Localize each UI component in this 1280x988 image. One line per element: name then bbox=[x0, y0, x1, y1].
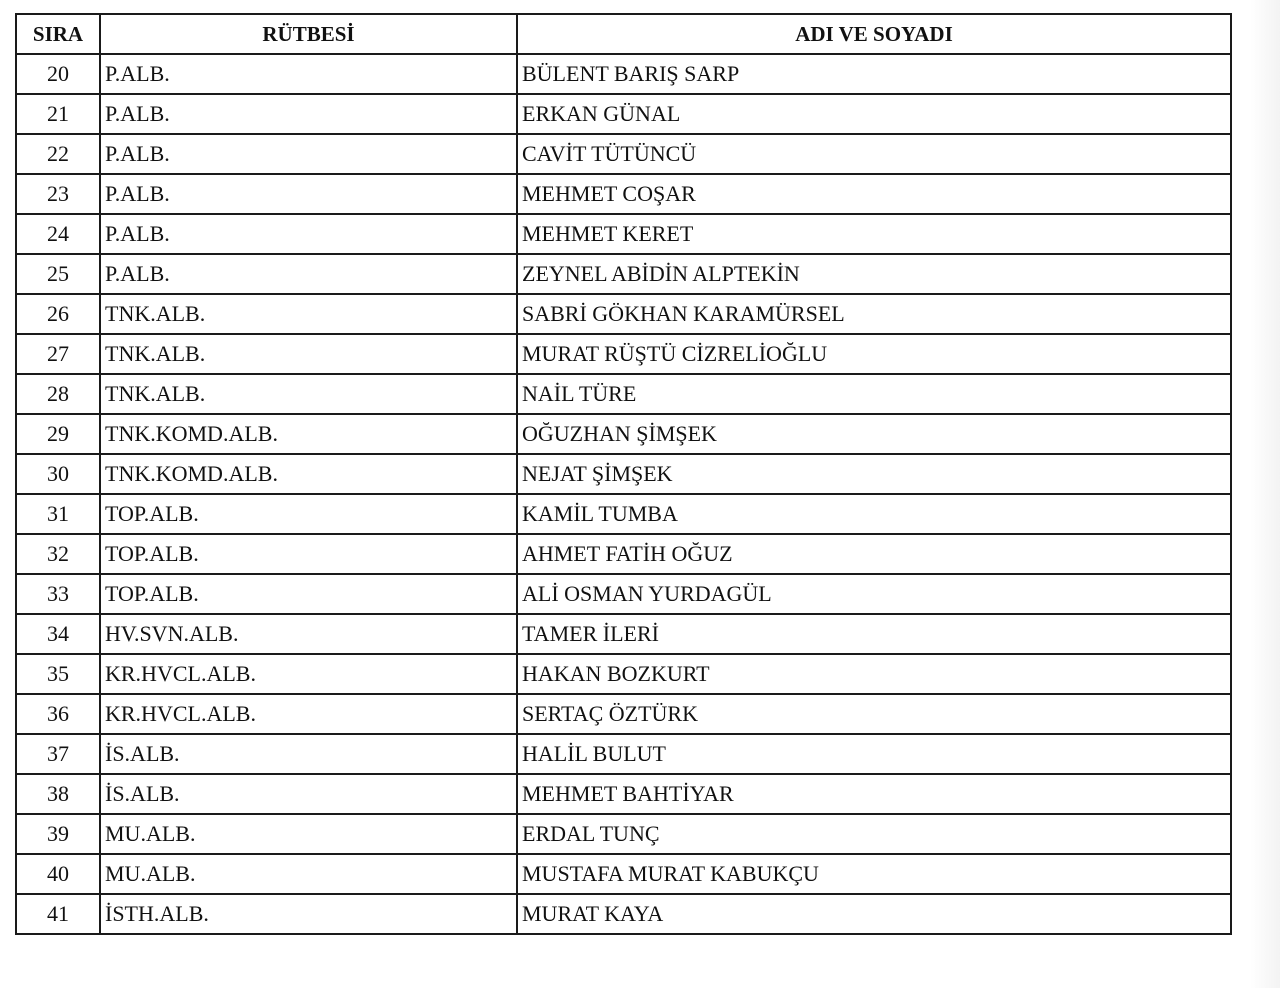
cell-sira: 28 bbox=[16, 374, 100, 414]
cell-sira: 20 bbox=[16, 54, 100, 94]
cell-rutbe: İS.ALB. bbox=[100, 774, 517, 814]
cell-rutbe: İSTH.ALB. bbox=[100, 894, 517, 934]
cell-rutbe: MU.ALB. bbox=[100, 814, 517, 854]
page-edge-shadow bbox=[1250, 0, 1280, 988]
cell-sira: 32 bbox=[16, 534, 100, 574]
table-row bbox=[16, 614, 1231, 654]
cell-ad-soyad: NAİL TÜRE bbox=[517, 374, 1231, 414]
table-row bbox=[16, 454, 1231, 494]
cell-ad-soyad: MURAT RÜŞTÜ CİZRELİOĞLU bbox=[517, 334, 1231, 374]
cell-rutbe: TOP.ALB. bbox=[100, 494, 517, 534]
cell-sira: 25 bbox=[16, 254, 100, 294]
cell-sira: 23 bbox=[16, 174, 100, 214]
cell-ad-soyad: MUSTAFA MURAT KABUKÇU bbox=[517, 854, 1231, 894]
cell-ad-soyad: BÜLENT BARIŞ SARP bbox=[517, 54, 1231, 94]
cell-ad-soyad: OĞUZHAN ŞİMŞEK bbox=[517, 414, 1231, 454]
cell-ad-soyad: MURAT KAYA bbox=[517, 894, 1231, 934]
cell-sira: 35 bbox=[16, 654, 100, 694]
roster-table bbox=[15, 13, 1232, 935]
cell-rutbe: P.ALB. bbox=[100, 174, 517, 214]
cell-rutbe: TNK.ALB. bbox=[100, 334, 517, 374]
cell-rutbe: TOP.ALB. bbox=[100, 574, 517, 614]
cell-ad-soyad: KAMİL TUMBA bbox=[517, 494, 1231, 534]
cell-rutbe: TNK.ALB. bbox=[100, 374, 517, 414]
cell-rutbe: İS.ALB. bbox=[100, 734, 517, 774]
cell-sira: 40 bbox=[16, 854, 100, 894]
cell-ad-soyad: NEJAT ŞİMŞEK bbox=[517, 454, 1231, 494]
table-row bbox=[16, 654, 1231, 694]
cell-rutbe: P.ALB. bbox=[100, 134, 517, 174]
cell-rutbe: TNK.KOMD.ALB. bbox=[100, 414, 517, 454]
cell-sira: 33 bbox=[16, 574, 100, 614]
cell-rutbe: P.ALB. bbox=[100, 254, 517, 294]
cell-sira: 21 bbox=[16, 94, 100, 134]
cell-sira: 38 bbox=[16, 774, 100, 814]
cell-ad-soyad: SABRİ GÖKHAN KARAMÜRSEL bbox=[517, 294, 1231, 334]
table-row bbox=[16, 294, 1231, 334]
document-page bbox=[15, 13, 1230, 935]
header-row bbox=[16, 14, 1231, 54]
table-row bbox=[16, 94, 1231, 134]
table-row bbox=[16, 254, 1231, 294]
table-row bbox=[16, 814, 1231, 854]
table-row bbox=[16, 134, 1231, 174]
cell-rutbe: TNK.KOMD.ALB. bbox=[100, 454, 517, 494]
cell-sira: 30 bbox=[16, 454, 100, 494]
cell-sira: 31 bbox=[16, 494, 100, 534]
cell-ad-soyad: CAVİT TÜTÜNCÜ bbox=[517, 134, 1231, 174]
cell-rutbe: TNK.ALB. bbox=[100, 294, 517, 334]
cell-sira: 22 bbox=[16, 134, 100, 174]
table-row bbox=[16, 574, 1231, 614]
header-sira: SIRA bbox=[16, 14, 100, 54]
cell-rutbe: TOP.ALB. bbox=[100, 534, 517, 574]
table-row bbox=[16, 774, 1231, 814]
cell-ad-soyad: ZEYNEL ABİDİN ALPTEKİN bbox=[517, 254, 1231, 294]
cell-sira: 41 bbox=[16, 894, 100, 934]
cell-ad-soyad: ERKAN GÜNAL bbox=[517, 94, 1231, 134]
cell-sira: 27 bbox=[16, 334, 100, 374]
table-row bbox=[16, 174, 1231, 214]
cell-sira: 24 bbox=[16, 214, 100, 254]
table-row bbox=[16, 534, 1231, 574]
cell-ad-soyad: HAKAN BOZKURT bbox=[517, 654, 1231, 694]
cell-ad-soyad: HALİL BULUT bbox=[517, 734, 1231, 774]
cell-rutbe: P.ALB. bbox=[100, 54, 517, 94]
table-row bbox=[16, 334, 1231, 374]
table-row bbox=[16, 734, 1231, 774]
table-row bbox=[16, 214, 1231, 254]
cell-ad-soyad: MEHMET COŞAR bbox=[517, 174, 1231, 214]
cell-sira: 29 bbox=[16, 414, 100, 454]
cell-sira: 37 bbox=[16, 734, 100, 774]
table-row bbox=[16, 494, 1231, 534]
cell-rutbe: P.ALB. bbox=[100, 214, 517, 254]
cell-ad-soyad: MEHMET KERET bbox=[517, 214, 1231, 254]
cell-ad-soyad: ERDAL TUNÇ bbox=[517, 814, 1231, 854]
cell-rutbe: MU.ALB. bbox=[100, 854, 517, 894]
cell-rutbe: KR.HVCL.ALB. bbox=[100, 694, 517, 734]
table-row bbox=[16, 374, 1231, 414]
cell-ad-soyad: AHMET FATİH OĞUZ bbox=[517, 534, 1231, 574]
header-rutbe: RÜTBESİ bbox=[100, 14, 517, 54]
cell-sira: 39 bbox=[16, 814, 100, 854]
table-row bbox=[16, 694, 1231, 734]
roster-body bbox=[16, 54, 1231, 934]
cell-rutbe: P.ALB. bbox=[100, 94, 517, 134]
cell-ad-soyad: TAMER İLERİ bbox=[517, 614, 1231, 654]
cell-rutbe: KR.HVCL.ALB. bbox=[100, 654, 517, 694]
cell-ad-soyad: SERTAÇ ÖZTÜRK bbox=[517, 694, 1231, 734]
cell-ad-soyad: MEHMET BAHTİYAR bbox=[517, 774, 1231, 814]
header-ad-soyad: ADI VE SOYADI bbox=[517, 14, 1231, 54]
cell-sira: 26 bbox=[16, 294, 100, 334]
cell-rutbe: HV.SVN.ALB. bbox=[100, 614, 517, 654]
cell-sira: 36 bbox=[16, 694, 100, 734]
table-row bbox=[16, 894, 1231, 934]
table-row bbox=[16, 414, 1231, 454]
table-row bbox=[16, 54, 1231, 94]
cell-ad-soyad: ALİ OSMAN YURDAGÜL bbox=[517, 574, 1231, 614]
table-row bbox=[16, 854, 1231, 894]
cell-sira: 34 bbox=[16, 614, 100, 654]
